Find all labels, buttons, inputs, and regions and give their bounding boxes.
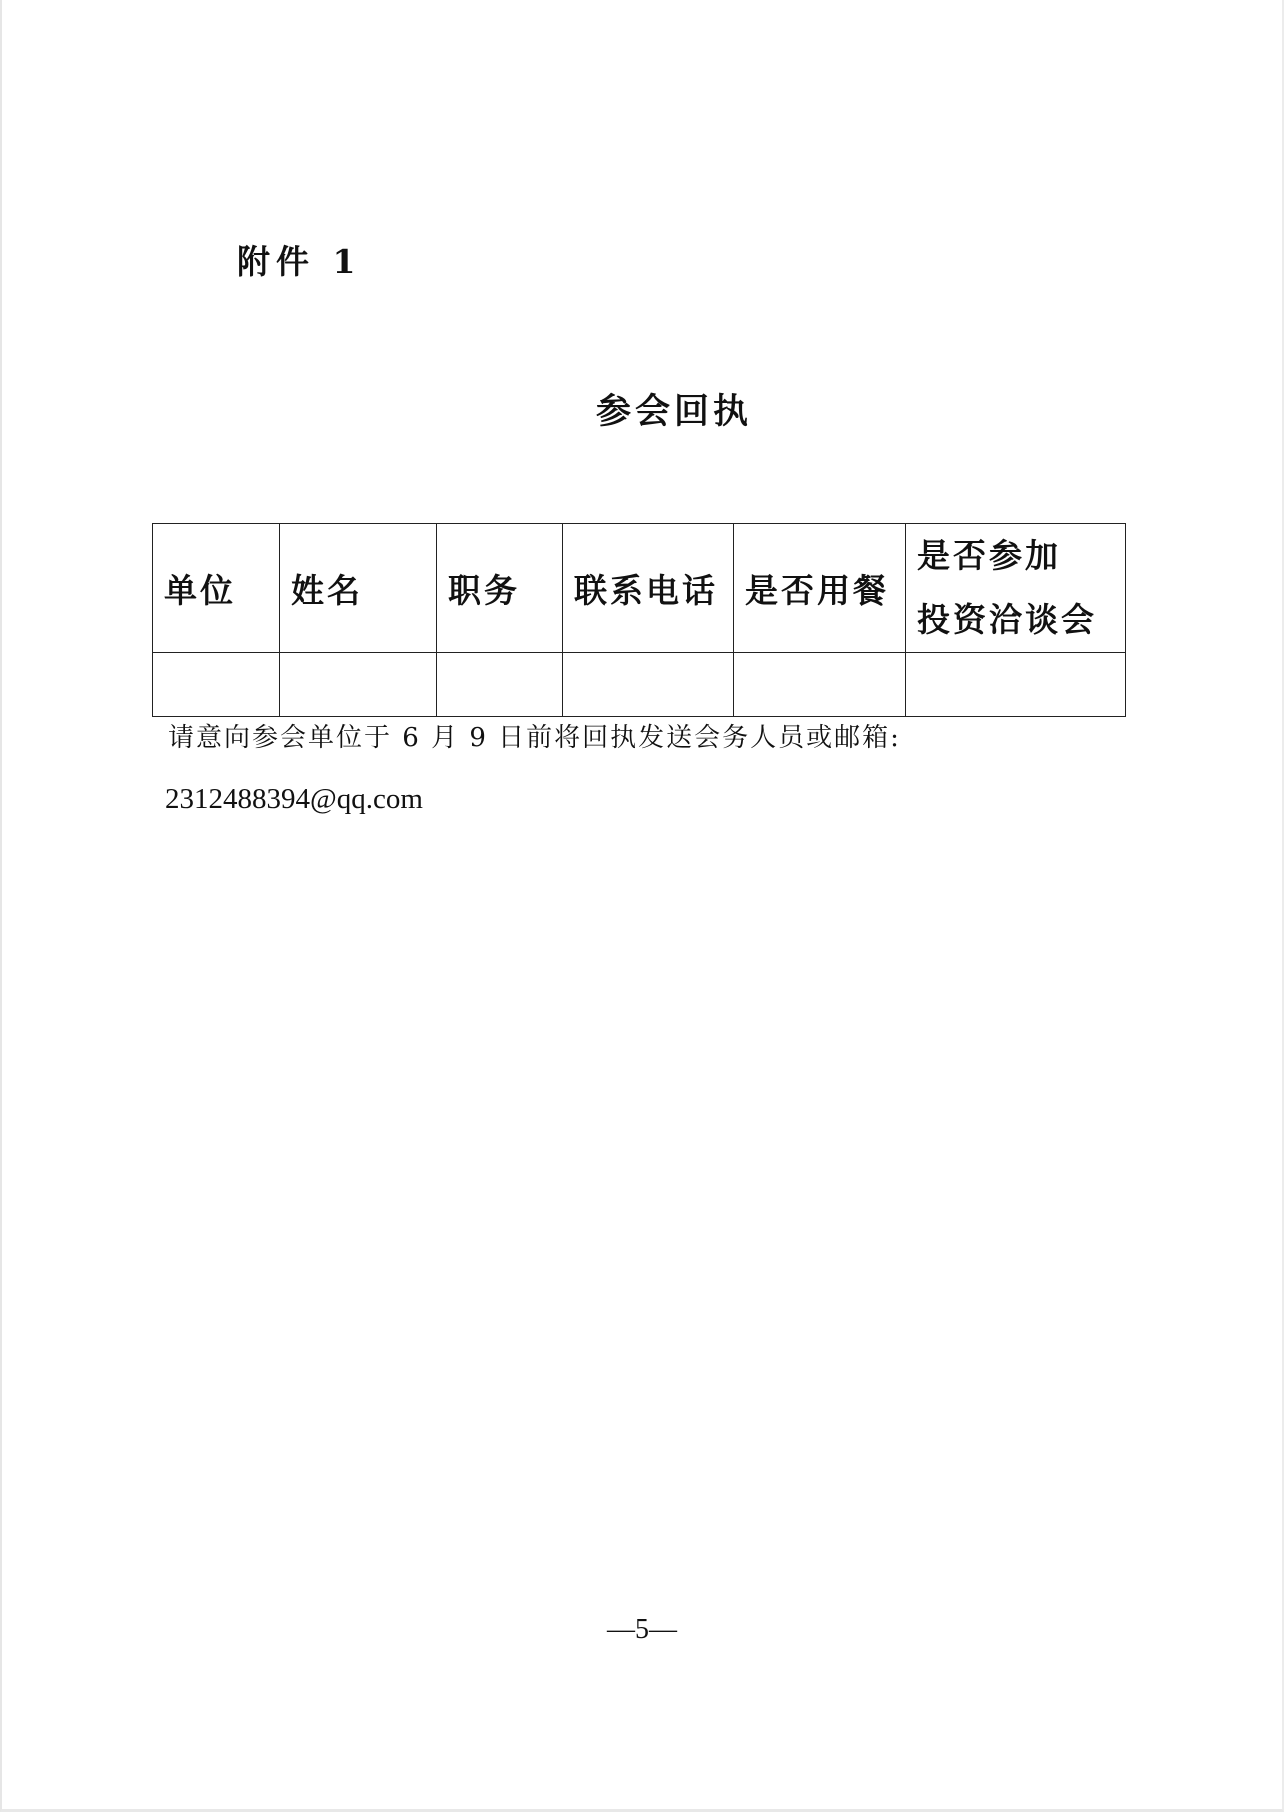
cell-meal[interactable] [734,653,906,717]
document-title: 参会回执 [595,391,752,432]
header-unit: 单位 [153,524,280,653]
cell-name[interactable] [280,653,437,717]
submission-note: 请意向参会单位于 6 月 9 日前将回执发送会务人员或邮箱: [168,723,901,753]
table-row [153,653,1126,717]
attachment-label: 附件 1 [237,242,362,281]
header-position: 职务 [437,524,563,653]
cell-phone[interactable] [563,653,734,717]
header-phone: 联系电话 [563,524,734,653]
reply-form-table [152,523,1126,717]
contact-email[interactable]: 2312488394@qq.com [165,783,423,815]
header-investment-meeting-line1: 是否参加 [917,536,1061,575]
header-investment-meeting [906,524,1126,653]
page-number: —5— [607,1614,677,1645]
table-header-row [153,524,1126,653]
header-investment-meeting-line2: 投资洽谈会 [917,600,1097,639]
cell-investment-meeting[interactable] [906,653,1126,717]
header-meal: 是否用餐 [734,524,906,653]
cell-position[interactable] [437,653,563,717]
header-name: 姓名 [280,524,437,653]
cell-unit[interactable] [153,653,280,717]
